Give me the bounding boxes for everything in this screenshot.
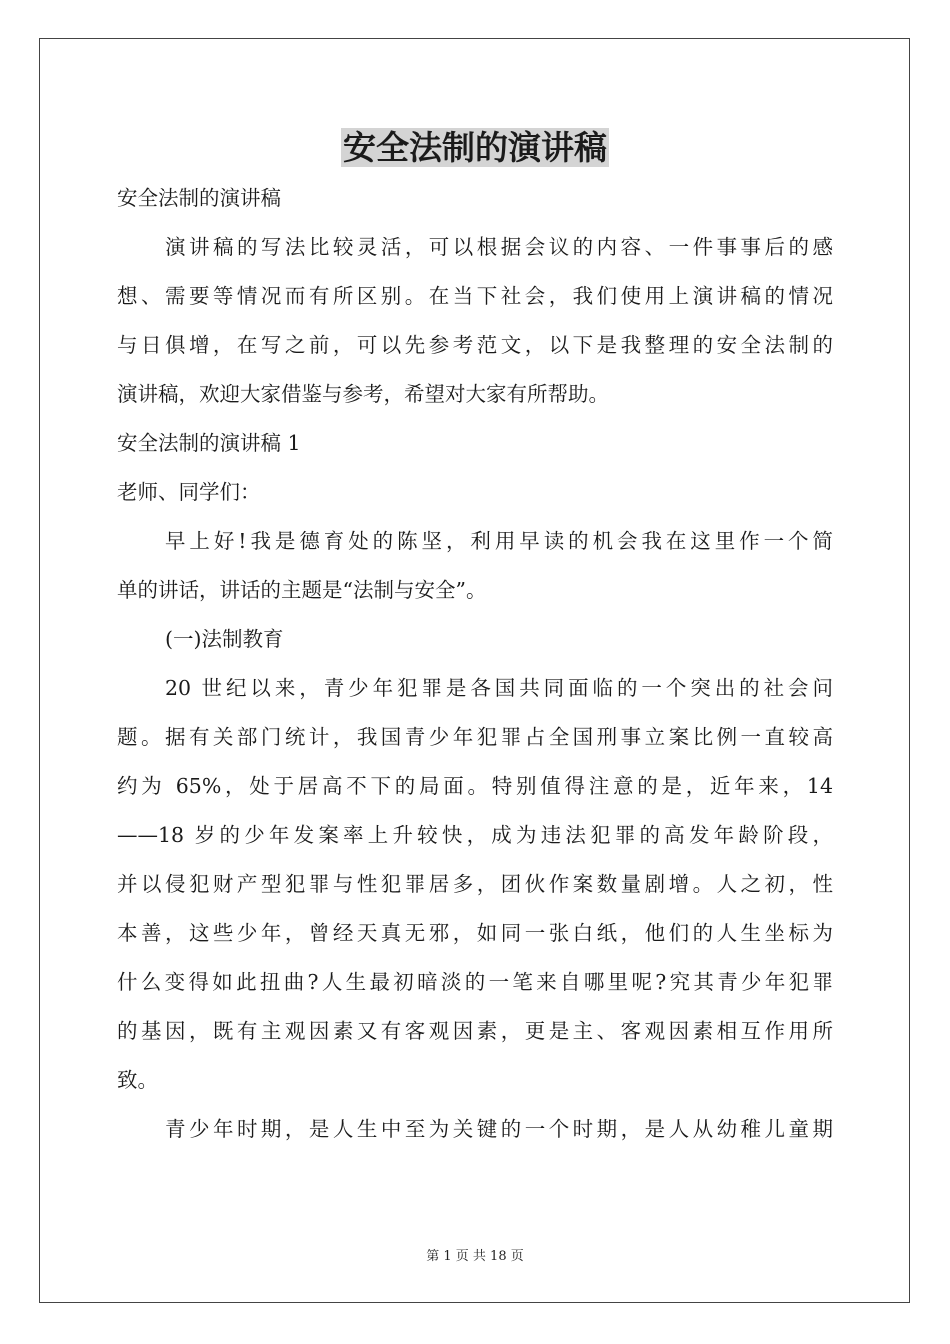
text-line: ——18 岁的少年发案率上升较快，成为违法犯罪的高发年龄阶段， <box>117 823 833 847</box>
text-line: 20 世纪以来，青少年犯罪是各国共同面临的一个突出的社会问 <box>165 676 833 700</box>
page-footer: 第 1 页 共 18 页 <box>426 1249 524 1264</box>
text-line: 老师、同学们： <box>117 480 261 504</box>
text-line: 想、需要等情况而有所区别。在当下社会，我们使用上演讲稿的情况 <box>117 284 833 308</box>
text-line: 致。 <box>117 1068 158 1092</box>
text-line: 什么变得如此扭曲?人生最初暗淡的一笔来自哪里呢?究其青少年犯罪 <box>117 970 833 994</box>
text-line: 演讲稿的写法比较灵活，可以根据会议的内容、一件事事后的感 <box>165 235 833 259</box>
document-body <box>117 174 833 1154</box>
text-line: 并以侵犯财产型犯罪与性犯罪居多，团伙作案数量剧增。人之初，性 <box>117 872 833 896</box>
text-line: 安全法制的演讲稿 <box>117 186 281 210</box>
text-line: 本善，这些少年，曾经天真无邪，如同一张白纸，他们的人生坐标为 <box>117 921 833 945</box>
text-line: 安全法制的演讲稿 1 <box>117 431 301 455</box>
text-line: 与日俱增，在写之前，可以先参考范文，以下是我整理的安全法制的 <box>117 333 833 357</box>
text-line: 的基因，既有主观因素又有客观因素，更是主、客观因素相互作用所 <box>117 1019 833 1043</box>
text-line: 青少年时期，是人生中至为关键的一个时期，是人从幼稚儿童期 <box>165 1117 833 1141</box>
text-line: 早上好!我是德育处的陈坚，利用早读的机会我在这里作一个简 <box>165 529 833 553</box>
text-line: 约为 65%，处于居高不下的局面。特别值得注意的是，近年来，14 <box>117 774 833 798</box>
text-line: 单的讲话，讲话的主题是“法制与安全”。 <box>117 578 487 602</box>
document-title-text: 安全法制的演讲稿 <box>343 128 607 167</box>
document-title <box>0 126 950 170</box>
text-line: 题。据有关部门统计，我国青少年犯罪占全国刑事立案比例一直较高 <box>117 725 833 749</box>
text-line: (一)法制教育 <box>165 627 284 651</box>
text-line: 演讲稿，欢迎大家借鉴与参考，希望对大家有所帮助。 <box>117 382 609 406</box>
